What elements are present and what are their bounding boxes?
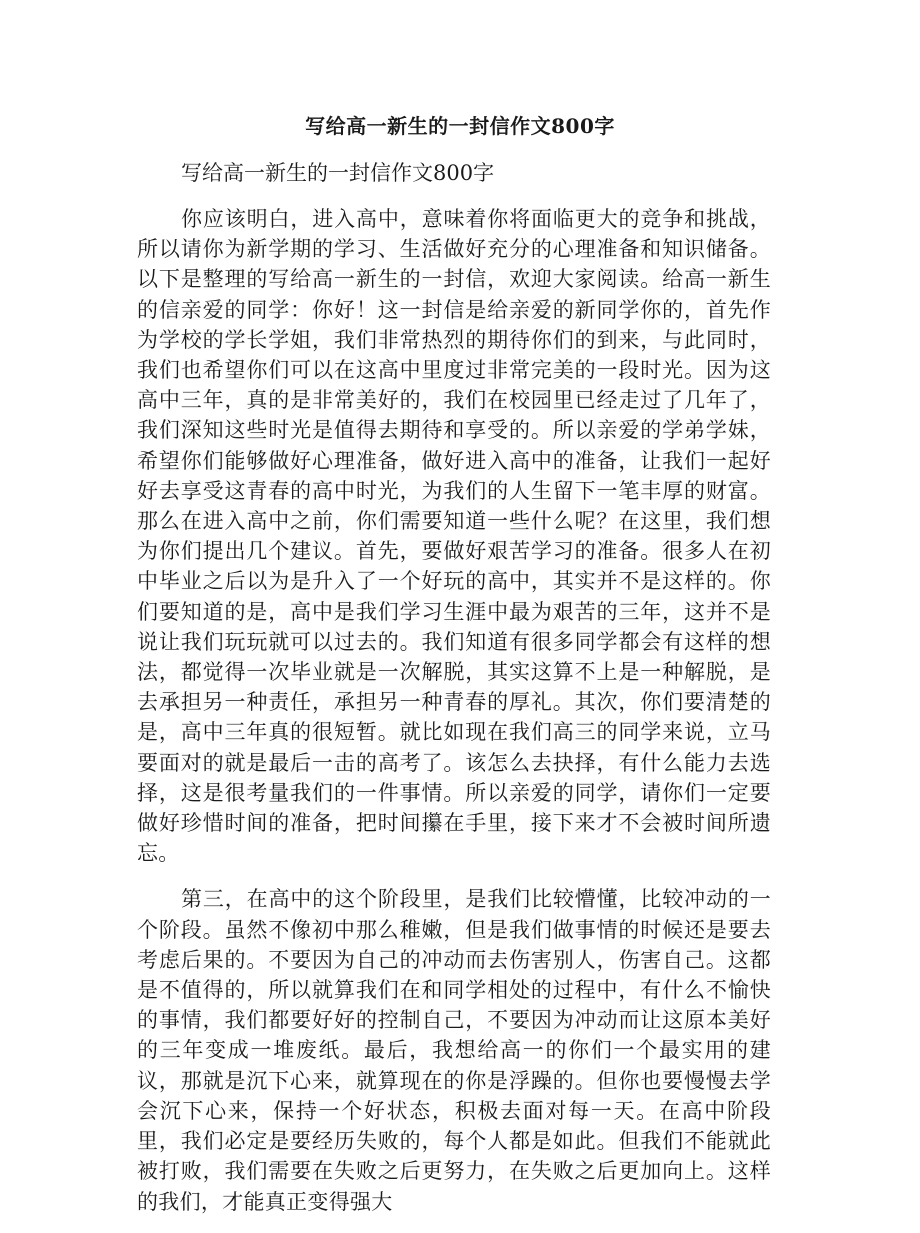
body-paragraph-2: 第三，在高中的这个阶段里，是我们比较懵懂，比较冲动的一个阶段。虽然不像初中那么稚嫩，但是我们做事情的时候还是要去考虑后果的。不要因为自己的冲动而去伤害别人，伤害自己。这都是不值得的，所以就算我们在和同学相处的过程中，有什么不愉快的事情，我们都要好好的控制自己，不要因为冲动而让这原本美好的三年变成一堆废纸。最后，我想给高一的你们一个最实用的建议，那就是沉下心来，就算现在的你是浮躁的。但你也要慢慢去学会沉下心来，保持一个好状态，积极去面对每一天。在高中阶段里，我们必定是要经历失败的，每个人都是如此。但我们不能就此被打败，我们需要在失败之后更努力，在失败之后更加向上。这样的我们，才能真正变得强大 — [137, 887, 771, 1214]
document-title: 写给高一新生的一封信作文800字 — [305, 114, 615, 138]
body-paragraph-1: 你应该明白，进入高中，意味着你将面临更大的竞争和挑战，所以请你为新学期的学习、生活做好充分的心理准备和知识储备。以下是整理的写给高一新生的一封信，欢迎大家阅读。给高一新生的信亲爱的同学：你好！这一封信是给亲爱的新同学你的，首先作为学校的学长学姐，我们非常热烈的期待你们的到来，与此同时，我们也希望你们可以在这高中里度过非常完美的一段时光。因为这高中三年，真的是非常美好的，我们在校园里已经走过了几年了，我们深知这些时光是值得去期待和享受的。所以亲爱的学弟学妹，希望你们能够做好心理准备，做好进入高中的准备，让我们一起好好去享受这青春的高中时光，为我们的人生留下一笔丰厚的财富。那么在进入高中之前，你们需要知道一些什么呢？在这里，我们想为你们提出几个建议。首先，要做好艰苦学习的准备。很多人在初中毕业之后以为是升入了一个好玩的高中，其实并不是这样的。你们要知道的是，高中是我们学习生涯中最为艰苦的三年，这并不是说让我们玩玩就可以过去的。我们知道有很多同学都会有这样的想法，都觉得一次毕业就是一次解脱，其实这算不上是一种解脱，是去承担另一种责任，承担另一种青春的厚礼。其次，你们要清楚的是，高中三年真的很短暂。就比如现在我们高三的同学来说，立马要面对的就是最后一击的高考了。该怎么去抉择，有什么能力去选择，这是很考量我们的一件事情。所以亲爱的同学，请你们一定要做好珍惜时间的准备，把时间攥在手里，接下来才不会被时间所遗忘。 — [137, 207, 771, 866]
document-subtitle: 写给高一新生的一封信作文800字 — [181, 161, 495, 185]
document-body — [137, 160, 771, 1233]
